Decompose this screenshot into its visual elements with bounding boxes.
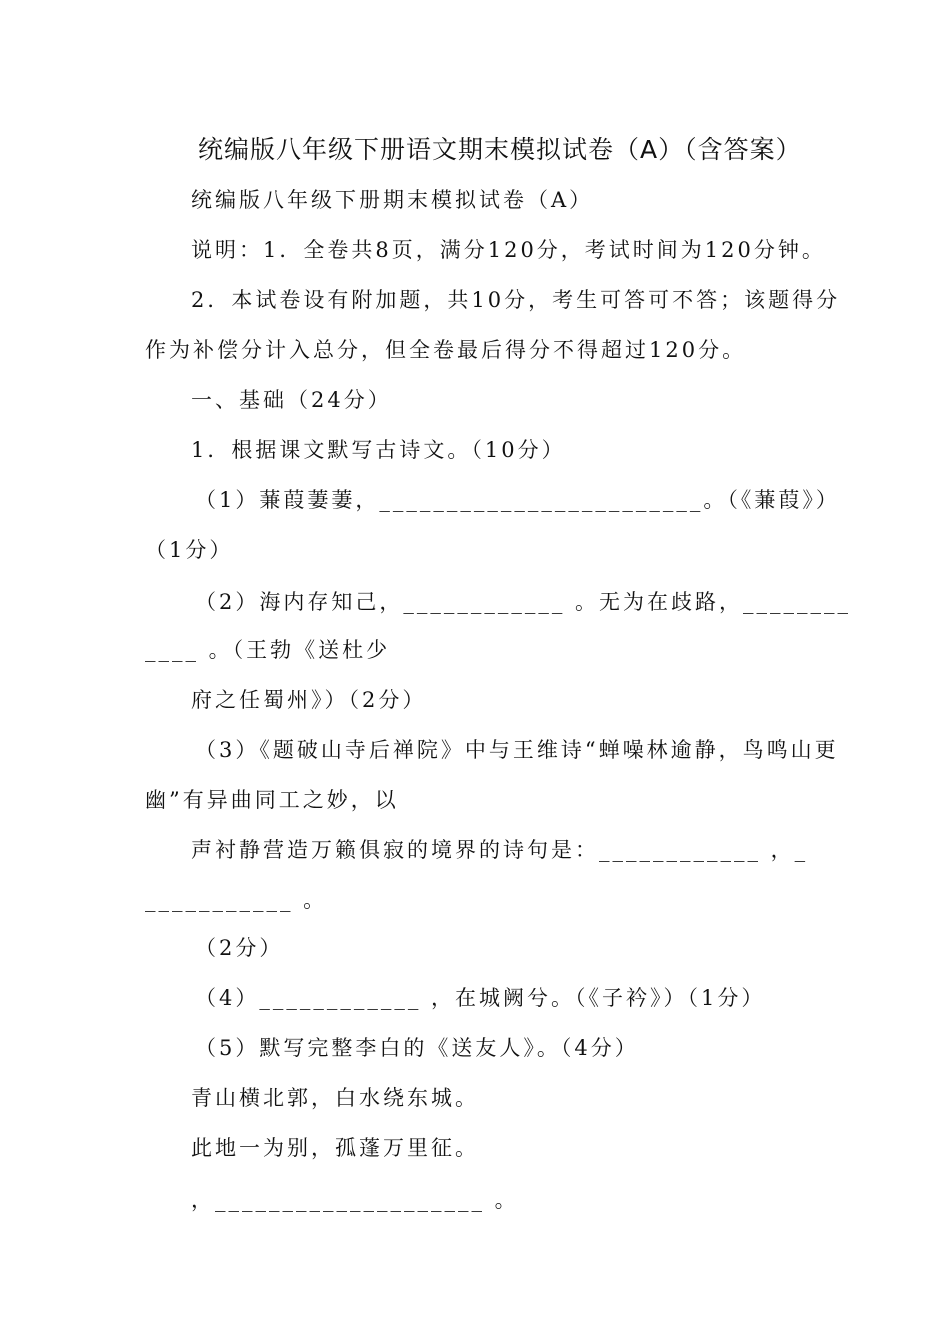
question-line: （2分） — [195, 936, 284, 960]
question-line: ____ 。（王勃《送杜少 — [145, 638, 391, 662]
question-line: 幽”有异曲同工之妙，以 — [145, 788, 399, 812]
question-line: （5）默写完整李白的《送友人》。（4分） — [195, 1036, 639, 1060]
question-line: （3）《题破山寺后禅院》中与王维诗“蝉噪林逾静，鸟鸣山更 — [195, 738, 839, 762]
poem-line: 此地一为别，孤蓬万里征。 — [191, 1136, 479, 1160]
section-heading: 一、基础（24分） — [191, 388, 392, 412]
paper-subtitle: 统编版八年级下册期末模拟试卷（A） — [191, 188, 594, 212]
question-line: 1．根据课文默写古诗文。（10分） — [191, 438, 566, 462]
poem-line: 青山横北郭，白水绕东城。 — [191, 1086, 479, 1110]
question-line: （1分） — [145, 538, 234, 562]
instruction-line: 2．本试卷设有附加题，共10分，考生可答可不答；该题得分 — [191, 288, 841, 312]
question-line: 府之任蜀州》）（2分） — [191, 688, 427, 712]
instruction-line: 作为补偿分计入总分，但全卷最后得分不得超过120分。 — [145, 338, 747, 362]
question-line: （1）蒹葭萋萋，________________________。（《蒹葭》） — [195, 488, 840, 512]
question-line: 声衬静营造万籁俱寂的境界的诗句是：____________ ，_ — [191, 838, 809, 862]
question-line: （4）____________ ，在城阙兮。（《子衿》）（1分） — [195, 986, 766, 1010]
question-line: ___________ 。 — [145, 888, 328, 912]
instruction-line: 说明：1．全卷共8页，满分120分，考试时间为120分钟。 — [191, 238, 826, 262]
question-line: （2）海内存知己，____________ 。无为在歧路，________ — [195, 590, 852, 614]
document-title: 统编版八年级下册语文期末模拟试卷（A）（含答案） — [198, 135, 802, 164]
poem-line: ，____________________ 。 — [191, 1188, 519, 1212]
